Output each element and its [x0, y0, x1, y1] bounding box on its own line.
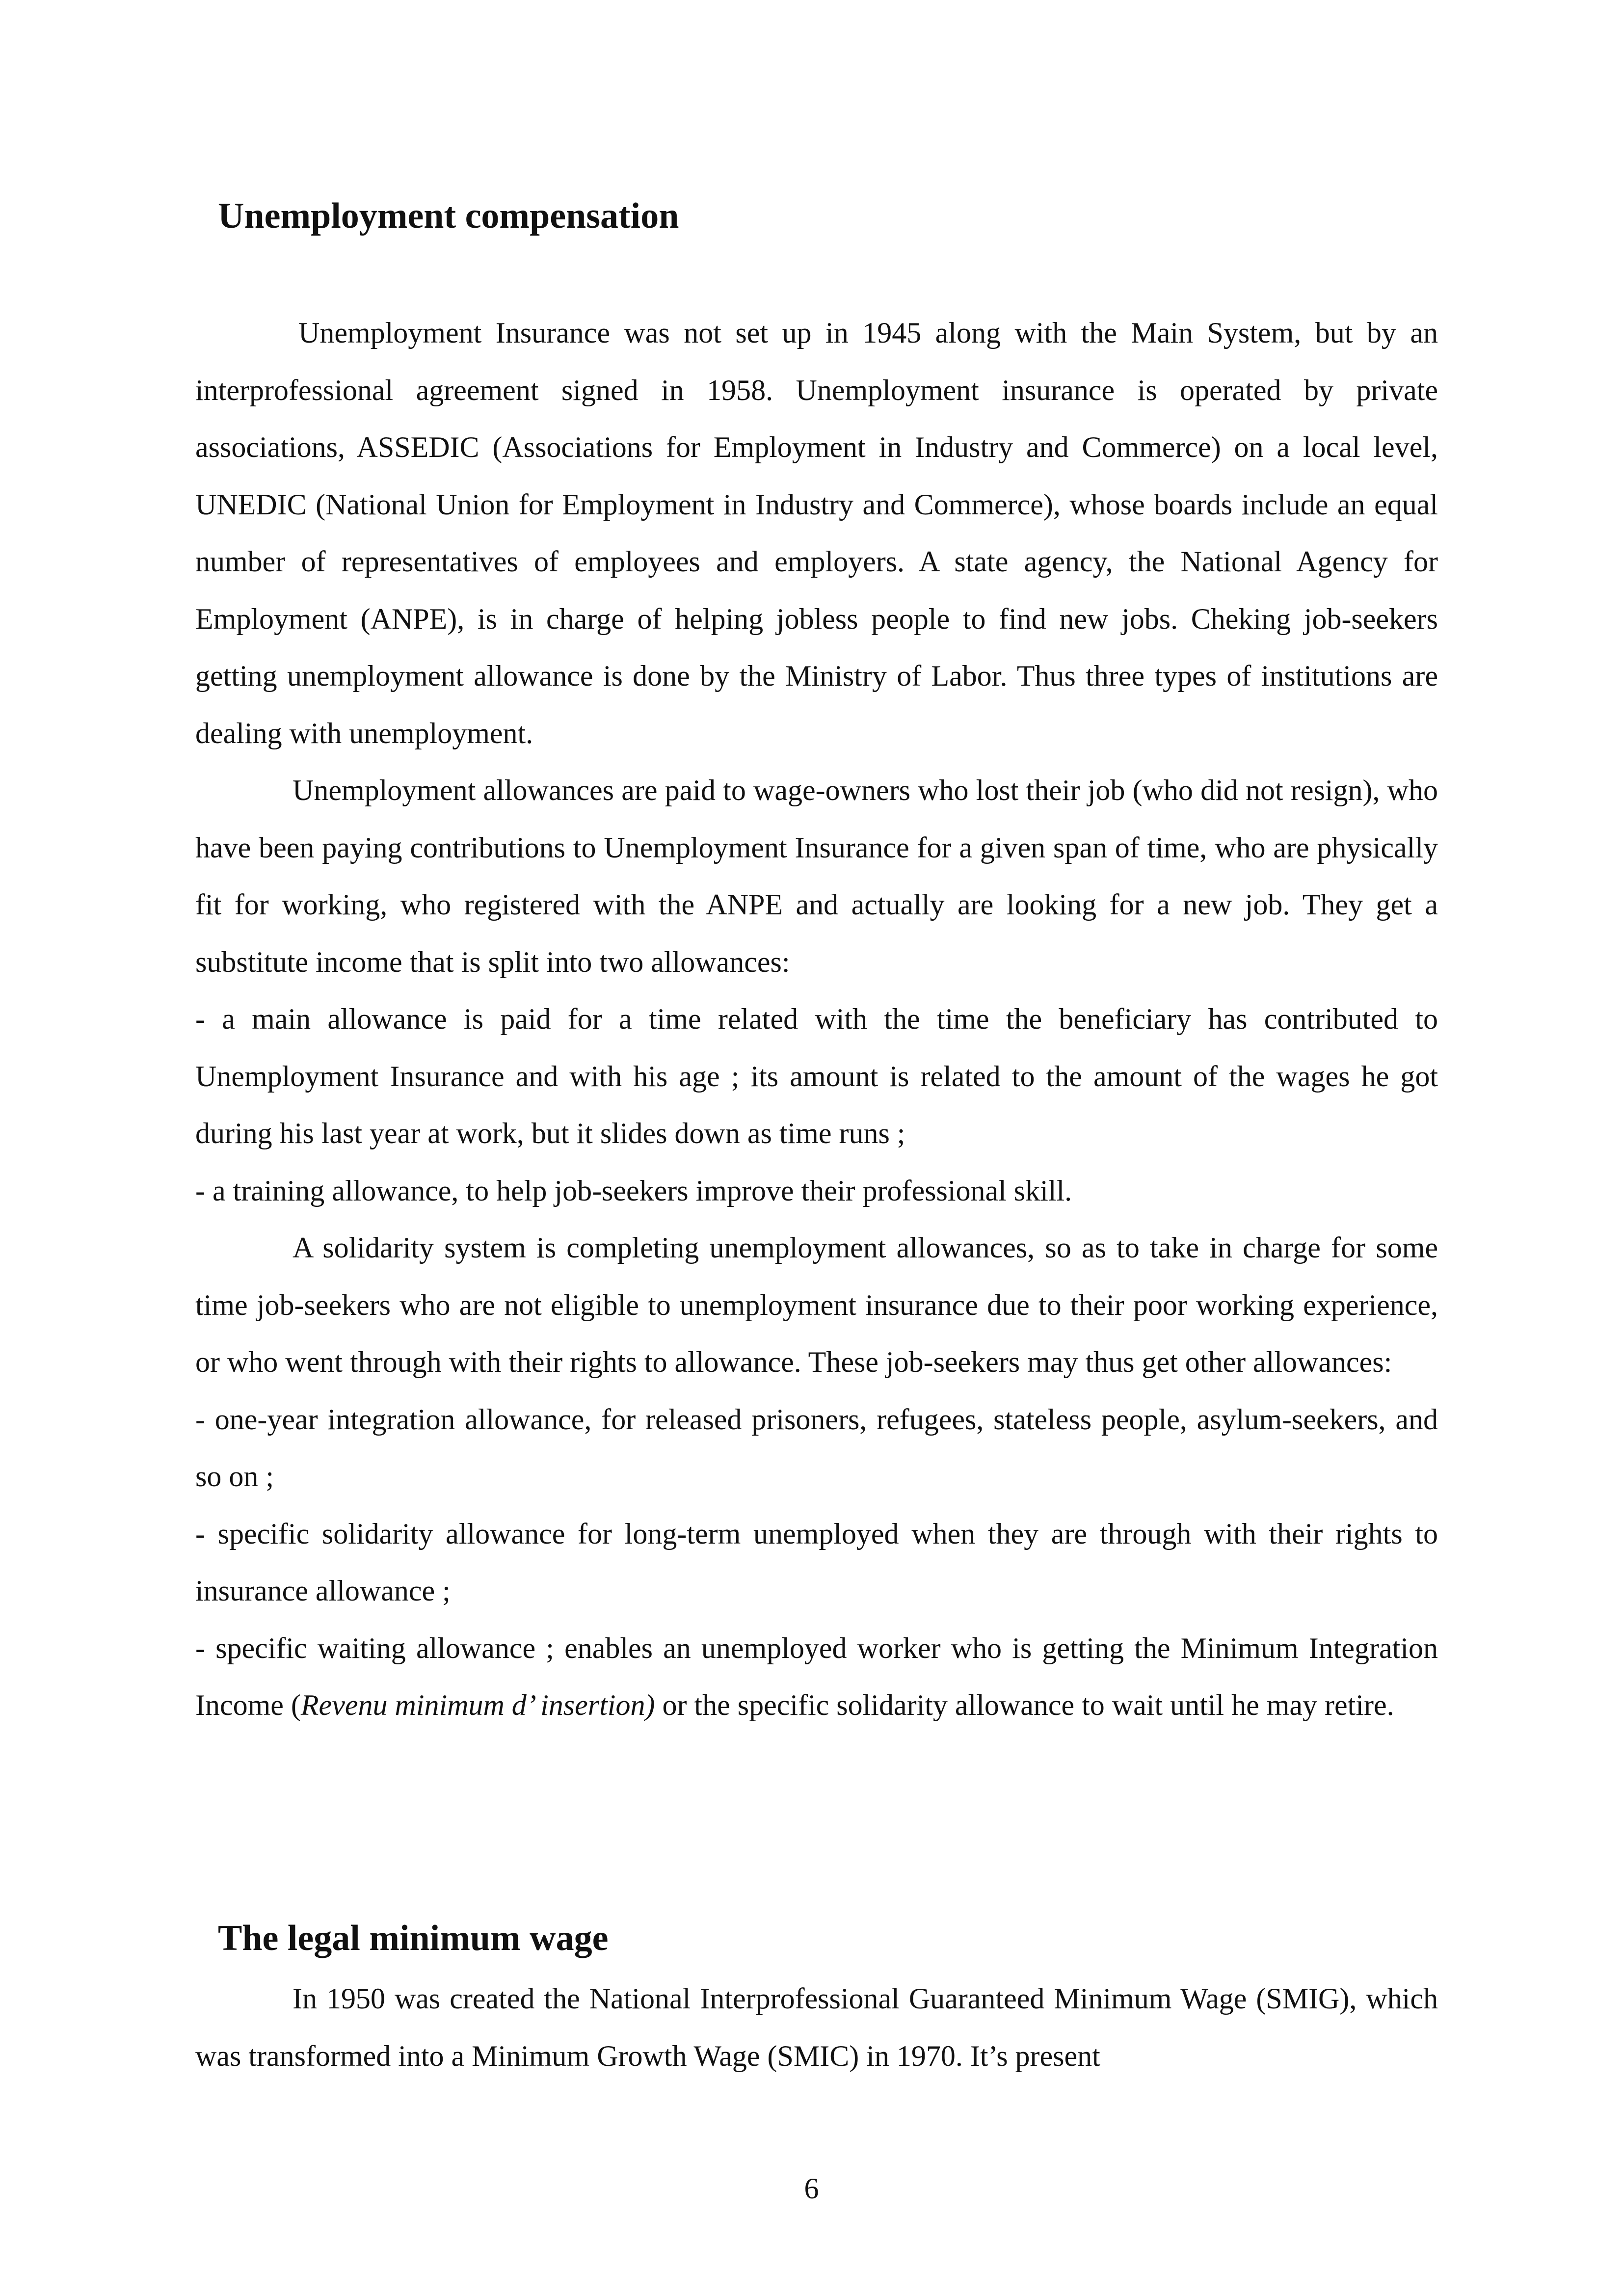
paragraph-minimum-wage-history: In 1950 was created the National Interprofessional Guaranteed Minimum Wage (SMIG), which was transformed into a Minimum Growth Wage (SMIC) in 1970. It’s present	[195, 1982, 1438, 2072]
paragraph-unemployment-allowances: Unemployment allowances are paid to wage-owners who lost their job (who did not resign), who have been paying contributions to Unemployment Insurance for a given span of time, who are physically fit for working, who registered with the ANPE and actually are looking for a new job. They get a substitute income that is split into two allowances:	[195, 774, 1438, 978]
paragraph-unemployment-insurance-history: Unemployment Insurance was not set up in 1945 along with the Main System, but by an interprofessional agreement signed in 1958. Unemployment insurance is operated by private associations, ASSEDIC (Associations for Employment in Industry and Commerce) on a local level, UNEDIC (National Union for Employment in Industry and Commerce), whose boards include an equal number of representatives of employees and employers. A state agency, the National Agency for Employment (ANPE), is in charge of helping jobless people to find new jobs. Cheking job-seekers getting unemployment allowance is done by the Ministry of Labor. Thus three types of institutions are dealing with unemployment.	[195, 317, 1438, 749]
list-item-waiting-allowance	[195, 1620, 1438, 1734]
document-page	[195, 0, 1438, 2296]
section-heading-legal-minimum-wage: The legal minimum wage	[218, 1918, 609, 1958]
waiting-allowance-text-end: or the specific solidarity allowance to wait until he may retire.	[655, 1689, 1394, 1721]
list-item-solidarity-allowance: - specific solidarity allowance for long-term unemployed when they are through with their rights to insurance allowance ;	[195, 1517, 1438, 1607]
list-item-training-allowance: - a training allowance, to help job-seekers improve their professional skill.	[195, 1174, 1072, 1207]
list-item-integration-allowance: - one-year integration allowance, for released prisoners, refugees, stateless people, asylum-seekers, and so on ;	[195, 1403, 1438, 1493]
section-body-unemployment-compensation	[195, 304, 1438, 1734]
section-heading-unemployment-compensation: Unemployment compensation	[218, 196, 679, 236]
paragraph-solidarity-system: A solidarity system is completing unemployment allowances, so as to take in charge for some time job-seekers who are not eligible to unemployment insurance due to their poor working experience, or who went through with their rights to allowance. These job-seekers may thus get other allowances:	[195, 1231, 1438, 1378]
waiting-allowance-text-italic: Revenu minimum d’ insertion)	[300, 1689, 655, 1721]
waiting-allowance-text-start: - specific waiting allowance ; enables an unemployed worker who is getting the Minimum Integration Income (	[195, 1631, 1438, 1721]
list-item-main-allowance: - a main allowance is paid for a time related with the time the beneficiary has contributed to Unemployment Insurance and with his age ; its amount is related to the amount of the wages he got during his last year at work, but it slides down as time runs ;	[195, 1003, 1438, 1149]
section-body-legal-minimum-wage	[195, 1970, 1438, 2084]
page-number: 6	[804, 2172, 819, 2205]
